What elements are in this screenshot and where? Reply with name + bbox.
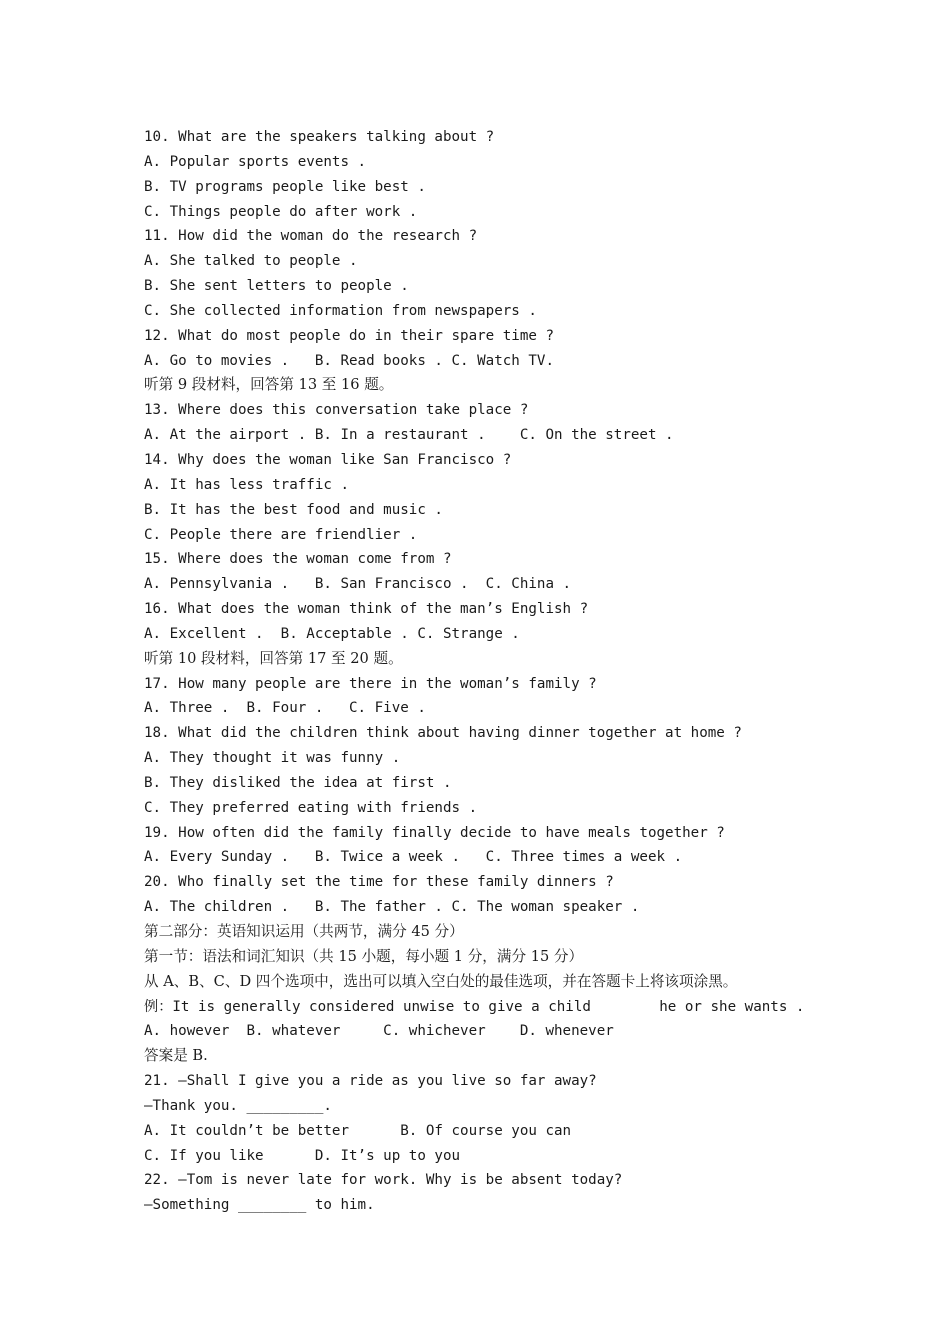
text-line: 21. —Shall I give you a ride as you live so far away?: [144, 1073, 597, 1090]
text-line: C. She collected information from newspapers .: [144, 302, 537, 319]
text-line: 20. Who finally set the time for these family dinners ?: [144, 874, 614, 891]
text-line: C. Things people do after work .: [144, 203, 418, 220]
text-line: B. She sent letters to people .: [144, 278, 409, 295]
text-line: A. The children . B. The father . C. The woman speaker .: [144, 899, 640, 916]
text-line: C. If you like D. It’s up to you: [144, 1147, 461, 1164]
text-line: 14. Why does the woman like San Francisco ?: [144, 451, 512, 468]
text-line: 22. —Tom is never late for work. Why is be absent today?: [144, 1172, 623, 1189]
text-line: 答案是 B.: [144, 1047, 208, 1065]
text-line: —Thank you. _________.: [144, 1097, 332, 1114]
text-line: A. Three . B. Four . C. Five .: [144, 700, 426, 717]
text-line: B. It has the best food and music .: [144, 501, 443, 518]
text-line: 听第 9 段材料，回答第 13 至 16 题。: [144, 376, 394, 394]
text-line: A. however B. whatever C. whichever D. whenever: [144, 1023, 614, 1040]
text-line: 听第 10 段材料，回答第 17 至 20 题。: [144, 649, 403, 667]
text-line: 13. Where does this conversation take place ?: [144, 402, 529, 419]
document-page: [144, 125, 924, 1218]
text-line: A. At the airport . B. In a restaurant . C. On the street .: [144, 427, 674, 444]
text-line: A. They thought it was funny .: [144, 750, 401, 767]
text-line: 第二部分：英语知识运用（共两节，满分 45 分）: [144, 923, 464, 940]
text-line: —Something ________ to him.: [144, 1197, 375, 1214]
text-line: A. Every Sunday . B. Twice a week . C. Three times a week .: [144, 849, 683, 866]
text-line: 例：It is generally considered unwise to give a child he or she wants .: [144, 998, 805, 1015]
text-line: A. Pennsylvania . B. San Francisco . C. China .: [144, 576, 572, 593]
text-line: B. TV programs people like best .: [144, 178, 426, 195]
text-line: 15. Where does the woman come from ?: [144, 551, 452, 568]
text-line: A. It couldn’t be better B. Of course you can: [144, 1122, 572, 1139]
text-line: 17. How many people are there in the woman’s family ?: [144, 675, 597, 692]
text-line: A. Excellent . B. Acceptable . C. Strange .: [144, 625, 520, 642]
text-line: 11. How did the woman do the research ?: [144, 228, 478, 245]
text-line: 12. What do most people do in their spare time ?: [144, 327, 554, 344]
text-line: A. She talked to people .: [144, 253, 358, 270]
text-line: C. They preferred eating with friends .: [144, 799, 478, 816]
text-line: B. They disliked the idea at first .: [144, 774, 452, 791]
text-line: 第一节：语法和词汇知识（共 15 小题，每小题 1 分，满分 15 分）: [144, 947, 584, 965]
text-line: 从 A、B、C、D 四个选项中，选出可以填入空白处的最佳选项，并在答题卡上将该项涂黑。: [144, 972, 738, 990]
text-line: 10. What are the speakers talking about ?: [144, 129, 495, 145]
text-line: 19. How often did the family finally decide to have meals together ?: [144, 824, 725, 841]
text-line: 16. What does the woman think of the man’s English ?: [144, 601, 589, 618]
text-line: 18. What did the children think about having dinner together at home ?: [144, 725, 742, 742]
text-line: A. It has less traffic .: [144, 476, 349, 493]
text-line: A. Popular sports events .: [144, 153, 367, 170]
text-line: C. People there are friendlier .: [144, 526, 418, 543]
text-line: A. Go to movies . B. Read books . C. Watch TV.: [144, 352, 554, 369]
